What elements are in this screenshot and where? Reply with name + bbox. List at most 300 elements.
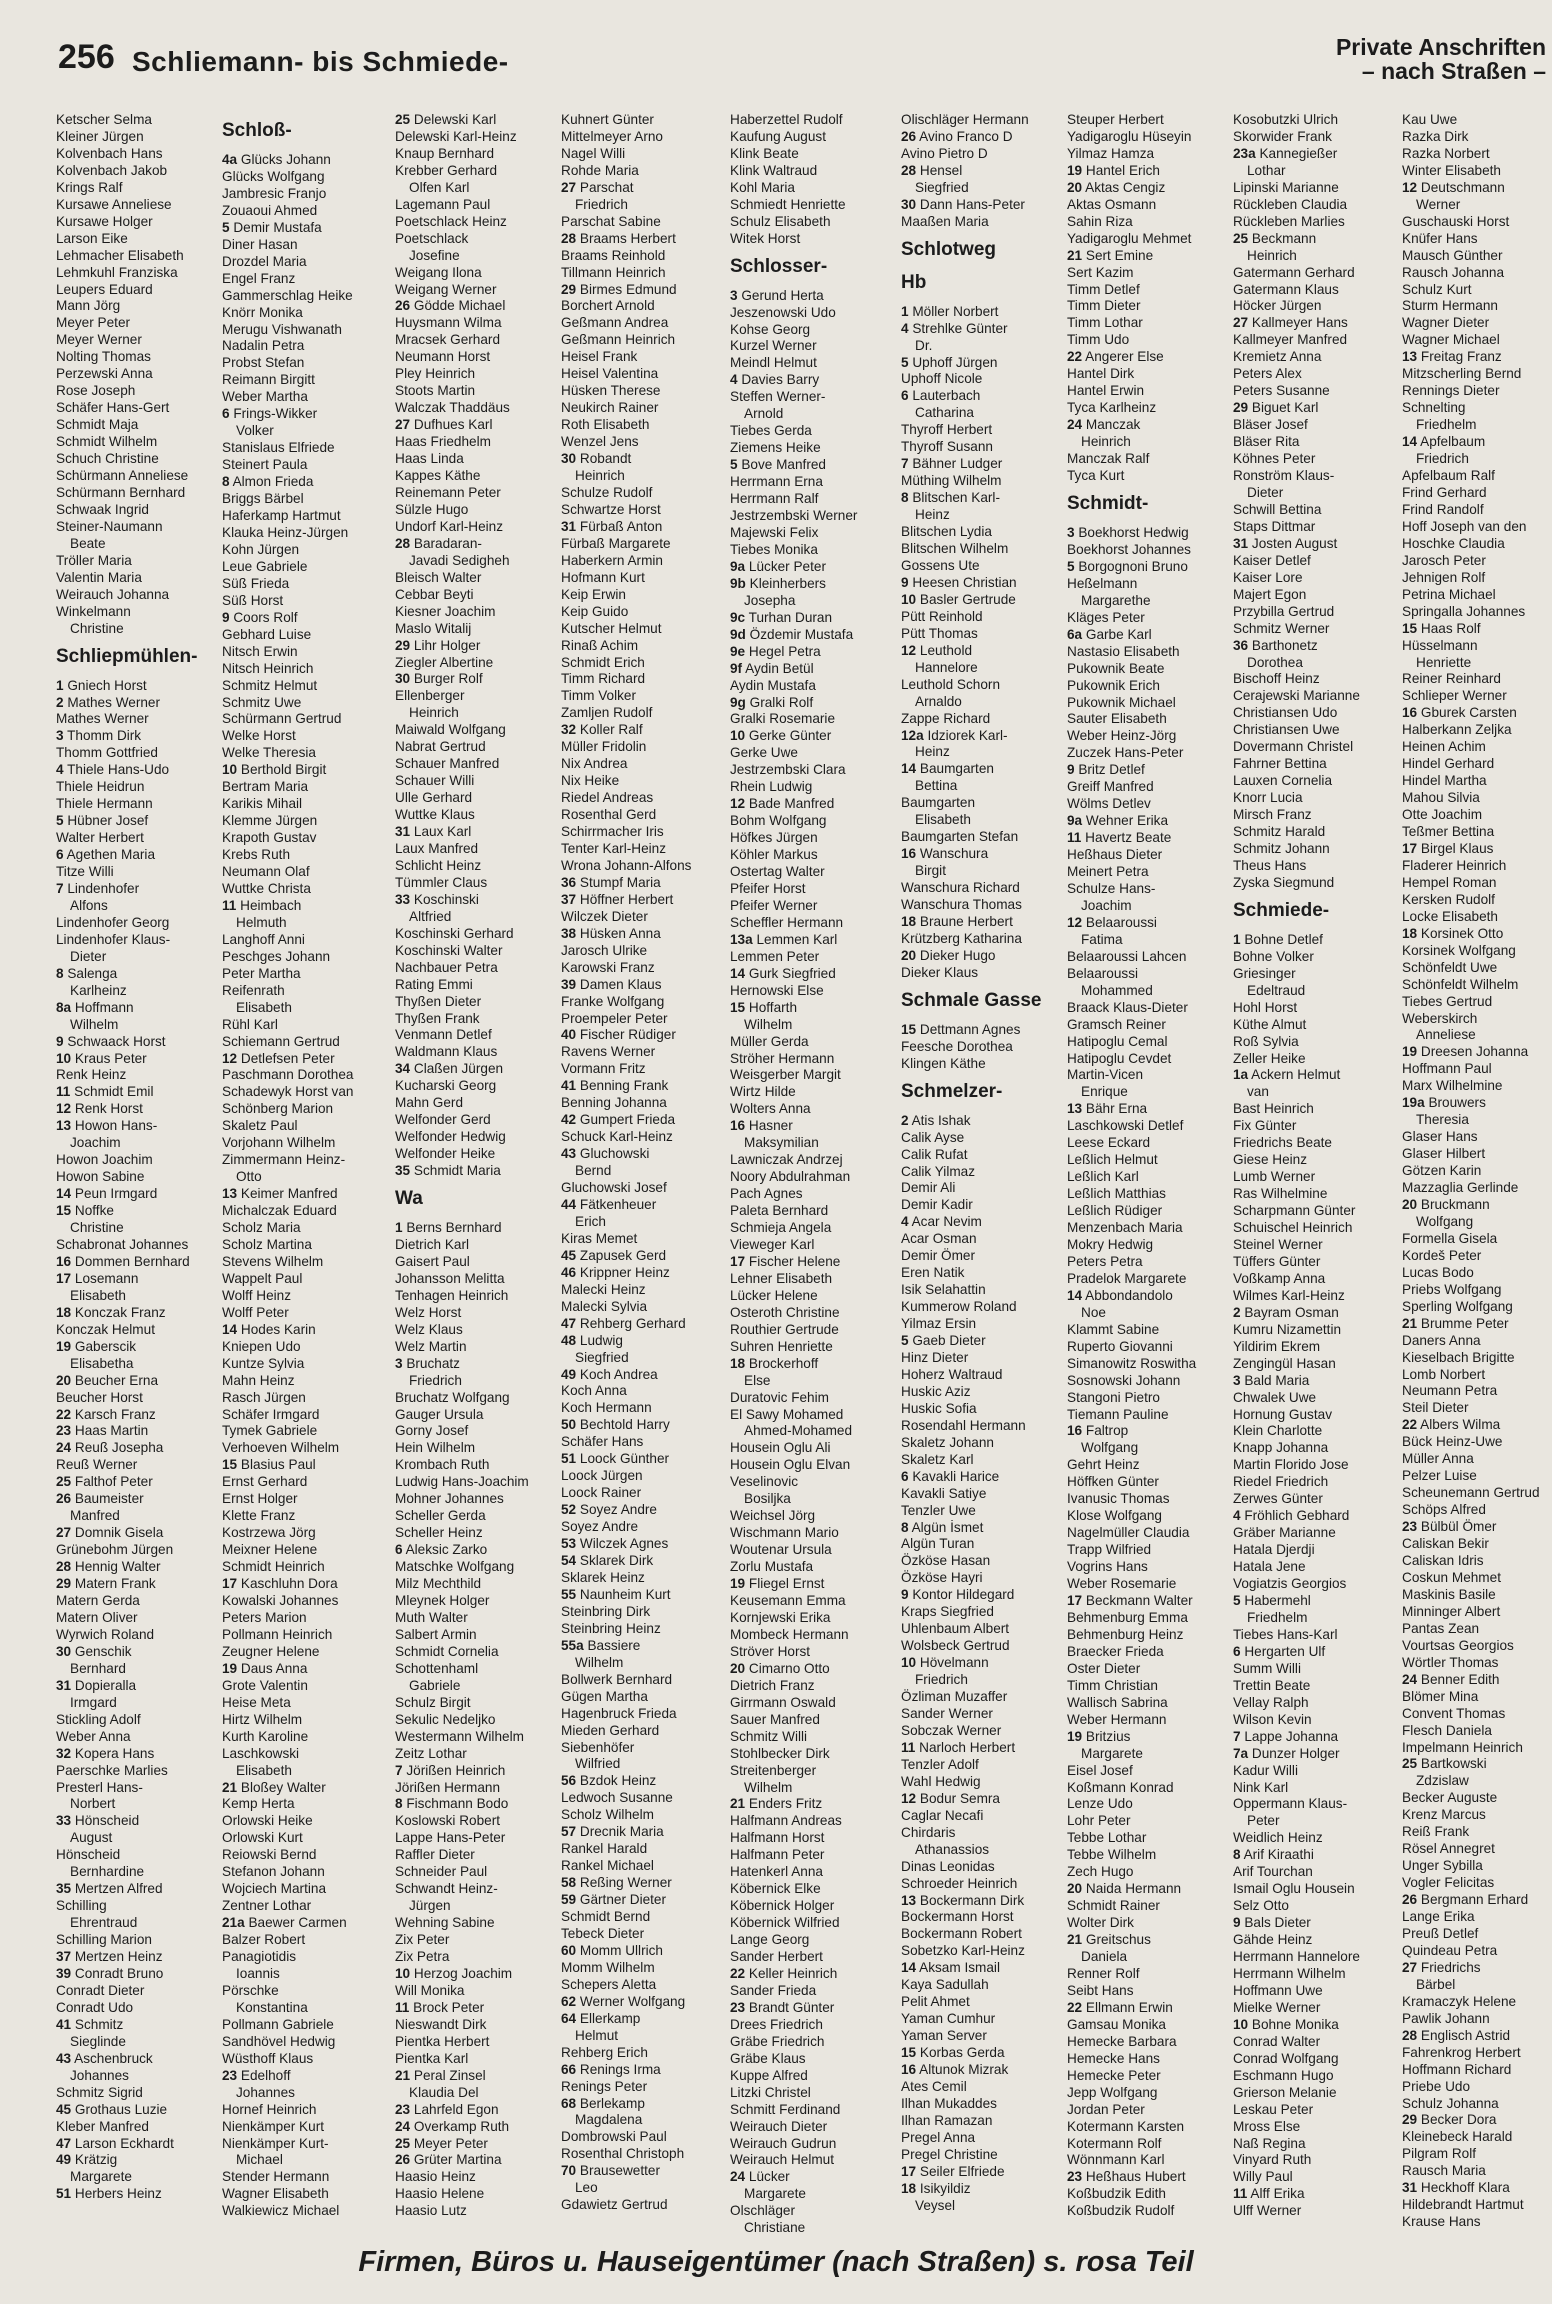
resident-entry: Hönscheid (56, 1847, 121, 1863)
resident-entry: Steinbring Heinz (561, 1620, 661, 1636)
resident-entry: Lehner Elisabeth (730, 1270, 833, 1286)
resident-entry: Coskun Mehmet (1402, 1569, 1501, 1585)
resident-entry: Schmidt Heinrich (222, 1559, 325, 1575)
resident-entry: Martin-Vicen (1067, 1067, 1144, 1083)
resident-entry: Kotermann Rolf (1067, 2135, 1162, 2151)
house-number: 26 (395, 298, 411, 314)
resident-entry: Schmitz Willi (730, 1728, 808, 1744)
resident-entry: Krebber Gerhard (395, 162, 498, 178)
resident-entry: 14 Abbondandolo (1067, 1287, 1173, 1303)
entry-continuation: Friedrich (1416, 451, 1469, 467)
entry-continuation: August (70, 1830, 113, 1846)
house-number: 43 (561, 1146, 577, 1162)
resident-entry: Aydin Mustafa (730, 677, 816, 693)
resident-entry: Korsinek Wolfgang (1402, 942, 1516, 958)
resident-entry: 29 Becker Dora (1402, 2112, 1497, 2128)
resident-entry: Wolsbeck Gertrud (901, 1638, 1010, 1654)
resident-entry: 58 Reßing Werner (561, 1875, 672, 1891)
entry-continuation: Alfons (70, 897, 108, 913)
house-number: 5 (730, 457, 738, 473)
resident-entry: Weber Heinz-Jörg (1067, 728, 1177, 744)
house-number: 25 (395, 2135, 411, 2151)
resident-entry: Haasio Lutz (395, 2203, 467, 2219)
house-number: 14 (1067, 1287, 1083, 1303)
resident-entry: 49 Krätzig (56, 2152, 118, 2168)
resident-entry: Vieweger Karl (730, 1237, 815, 1252)
house-number: 9f (730, 660, 743, 676)
resident-entry: 9a Wehner Erika (1067, 813, 1169, 829)
house-number: 43 (56, 2050, 72, 2066)
resident-entry: Kohn Jürgen (222, 541, 300, 557)
house-number: 9 (1233, 1915, 1241, 1931)
entry-continuation: Michael (236, 2152, 283, 2168)
resident-entry: Wolter Dirk (1067, 1915, 1134, 1931)
resident-entry: Ellenberger (395, 688, 465, 704)
entry-continuation: Dieter (70, 948, 107, 964)
resident-entry: 19 Britzius (1067, 1728, 1131, 1744)
resident-entry: Pukownik Beate (1067, 660, 1165, 676)
resident-entry: 1 Berns Bernhard (395, 1220, 502, 1236)
resident-entry: Haasio Helene (395, 2186, 485, 2202)
entry-continuation: Friedhelm (1416, 417, 1477, 433)
resident-entry: Heisel Valentina (561, 366, 659, 382)
resident-entry: Kallmeyer Manfred (1233, 332, 1348, 348)
resident-entry: Klette Franz (222, 1508, 296, 1524)
resident-entry: Welz Klaus (395, 1321, 463, 1337)
resident-entry: Rosenthal Christoph (561, 2146, 685, 2162)
house-number: 8 (56, 965, 64, 981)
entry-continuation: Wilhelm (744, 1016, 793, 1032)
resident-entry: Hildebrandt Hartmut (1402, 2197, 1524, 2213)
resident-entry: Blitschen Wilhelm (901, 541, 1009, 557)
resident-entry: Lücker Helene (730, 1287, 818, 1303)
resident-entry: Walter Herbert (56, 830, 144, 846)
resident-entry: Sosnowski Johann (1067, 1372, 1181, 1388)
resident-entry: 20 Dieker Hugo (901, 947, 996, 963)
resident-entry: 30 Dann Hans-Peter (901, 196, 1025, 212)
house-number: 7 (395, 1762, 403, 1778)
resident-entry: 29 Biguet Karl (1233, 400, 1319, 416)
resident-entry: Hoffmann Uwe (1233, 1982, 1323, 1998)
resident-entry: Steinbring Dirk (561, 1603, 651, 1619)
resident-entry: 9 Kontor Hildegard (901, 1587, 1015, 1603)
resident-entry: Dinas Leonidas (901, 1858, 995, 1874)
house-number: 4 (901, 1214, 909, 1230)
resident-entry: 34 Claßen Jürgen (395, 1061, 504, 1077)
resident-entry: 18 Brockerhoff (730, 1355, 819, 1371)
resident-entry: 13 Bockermann Dirk (901, 1892, 1025, 1908)
resident-entry: Hoffmann Richard (1402, 2061, 1512, 2077)
resident-entry: 6 Kavakli Harice (901, 1468, 1000, 1484)
house-number: 29 (395, 637, 411, 653)
resident-entry: Wanschura Thomas (901, 897, 1022, 913)
resident-entry: Krützberg Katharina (901, 930, 1022, 946)
resident-entry: Belaaroussi Lahcen (1067, 948, 1187, 964)
entry-continuation: Maksymilian (744, 1135, 819, 1151)
resident-entry: Dovermann Christel (1233, 739, 1354, 755)
resident-entry: Bruchatz Wolfgang (395, 1389, 510, 1405)
resident-entry: Tillmann Heinrich (561, 264, 666, 280)
resident-entry: Schmitz Harald (1233, 824, 1326, 840)
resident-entry: 13 Freitag Franz (1402, 349, 1502, 365)
resident-entry: Wilczek Dieter (561, 908, 648, 924)
resident-entry: Köbernick Elke (730, 1881, 821, 1897)
resident-entry: 40 Fischer Rüdiger (561, 1027, 676, 1043)
resident-entry: Schwill Bettina (1233, 501, 1322, 517)
resident-entry: Mracsek Gerhard (395, 332, 501, 348)
house-number: 4 (56, 762, 64, 778)
house-number: 35 (395, 1163, 411, 1179)
resident-entry: El Sawy Mohamed (730, 1406, 844, 1422)
resident-entry: Höffken Günter (1067, 1474, 1159, 1490)
resident-entry: 9d Özdemir Mustafa (730, 626, 854, 642)
entry-continuation: Edeltraud (1247, 982, 1306, 998)
resident-entry: Martin Florido Jose (1233, 1457, 1349, 1473)
resident-entry: Merugu Vishwanath (222, 321, 342, 337)
resident-entry: 9 Britz Detlef (1067, 762, 1145, 778)
resident-entry: Schmitz Sigrid (56, 2084, 143, 2100)
resident-entry: 2 Atis Ishak (901, 1112, 971, 1128)
resident-entry: Pelzer Luise (1402, 1468, 1477, 1484)
resident-entry: Lauxen Cornelia (1233, 773, 1332, 789)
resident-entry: 16 Gburek Carsten (1402, 705, 1517, 721)
resident-entry: Mazzaglia Gerlinde (1402, 1180, 1519, 1196)
resident-entry: Kemp Herta (222, 1796, 295, 1812)
house-number: 24 (56, 1440, 72, 1456)
resident-entry: Caliskan Bekir (1402, 1536, 1489, 1552)
resident-entry: 47 Larson Eckhardt (56, 2135, 174, 2151)
resident-entry: 8 Arif Kiraathi (1233, 1847, 1314, 1863)
resident-entry: Weigang Ilona (395, 264, 482, 280)
resident-entry: Undorf Karl-Heinz (395, 518, 504, 534)
resident-entry: Paschmann Dorothea (222, 1067, 354, 1083)
resident-entry: 28 Hensel (901, 162, 963, 178)
resident-entry: 70 Brausewetter (561, 2163, 660, 2179)
house-number: 9a (730, 558, 746, 574)
resident-entry: Paleta Bernhard (730, 1203, 829, 1219)
resident-entry: Weberskirch (1402, 1010, 1478, 1026)
resident-entry: 23 Lahrfeld Egon (395, 2101, 499, 2117)
resident-entry: Glaser Hilbert (1402, 1146, 1486, 1162)
house-number: 6 (901, 1468, 909, 1484)
house-number: 11 (1233, 2186, 1248, 2202)
resident-entry: Laschkowski (222, 1745, 300, 1761)
resident-entry: Bockermann Robert (901, 1926, 1022, 1942)
resident-entry: 9 Bals Dieter (1233, 1915, 1311, 1931)
resident-entry: Hüsken Therese (561, 383, 661, 399)
resident-entry: 22 Keller Heinrich (730, 1965, 838, 1981)
house-number: 40 (561, 1027, 577, 1043)
house-number: 53 (561, 1536, 577, 1552)
resident-entry: Rausch Maria (1402, 2163, 1486, 2179)
resident-entry: 37 Mertzen Heinz (56, 1949, 163, 1965)
section-title: Private Anschriften (1335, 34, 1546, 60)
house-number: 12 (222, 1050, 238, 1066)
resident-entry: Pantas Zean (1402, 1620, 1480, 1636)
entry-continuation: Arnold (744, 406, 784, 422)
entry-continuation: Karlheinz (70, 982, 127, 998)
resident-entry: 31 Heckhoff Klara (1402, 2180, 1510, 2196)
house-number: 13 (1067, 1101, 1083, 1117)
resident-entry: Pütt Reinhold (901, 608, 983, 624)
resident-entry: Ulff Werner (1233, 2203, 1302, 2219)
resident-entry: Avino Pietro D (901, 145, 988, 161)
resident-entry: Hoherz Waltraud (901, 1366, 1003, 1382)
entry-continuation: Elisabeth (915, 812, 971, 828)
resident-entry: 15 Noffke (56, 1203, 114, 1219)
resident-entry: 1 Bohne Detlef (1233, 931, 1323, 947)
resident-entry: Maiwald Wolfgang (395, 722, 506, 738)
house-number: 20 (901, 947, 917, 963)
house-number: 21 (395, 2067, 411, 2083)
resident-entry: Reiowski Bernd (222, 1847, 317, 1863)
directory-column-2 (222, 112, 388, 2220)
house-number: 28 (56, 1559, 72, 1575)
house-number: 9d (730, 626, 746, 642)
house-number: 26 (1402, 1892, 1418, 1908)
entry-continuation: Dieter (1247, 484, 1284, 500)
house-number: 27 (1402, 1959, 1418, 1975)
resident-entry: Proempeler Peter (561, 1010, 668, 1026)
resident-entry: Mausch Günther (1402, 247, 1503, 263)
resident-entry: Nix Heike (561, 773, 620, 789)
house-number: 24 (1067, 417, 1083, 433)
resident-entry: 51 Herbers Heinz (56, 2186, 162, 2202)
resident-entry: Gluchowski Josef (561, 1180, 667, 1196)
resident-entry: 15 Korbas Gerda (901, 2045, 1005, 2061)
resident-entry: Malecki Heinz (561, 1281, 646, 1297)
entry-continuation: Irmgard (70, 1694, 117, 1710)
resident-entry: Kutscher Helmut (561, 620, 662, 636)
resident-entry: Matern Oliver (56, 1609, 138, 1625)
resident-entry: Schmidt Maja (56, 417, 139, 433)
resident-entry: Meinert Petra (1067, 864, 1149, 880)
house-number: 23 (1402, 1519, 1418, 1535)
resident-entry: 9 Schwaack Horst (56, 1033, 166, 1049)
resident-entry: Trapp Wilfried (1067, 1542, 1152, 1558)
resident-entry: Thomm Gottfried (56, 745, 158, 761)
entry-continuation: Werner (1416, 196, 1461, 212)
resident-entry: Bockermann Horst (901, 1909, 1014, 1925)
resident-entry: Engel Franz (222, 270, 296, 286)
resident-entry: Diner Hasan (222, 236, 298, 252)
resident-entry: Ravens Werner (561, 1044, 656, 1060)
resident-entry: 28 Baradaran- (395, 535, 482, 551)
resident-entry: 21 Enders Fritz (730, 1796, 823, 1812)
resident-entry: Weichsel Jörg (730, 1508, 816, 1524)
resident-entry: Thyßen Frank (395, 1010, 480, 1026)
resident-entry: 25 Delewski Karl (395, 112, 497, 127)
resident-entry: 21a Baewer Carmen (222, 1915, 347, 1931)
house-number: 28 (395, 535, 411, 551)
house-number: 11 (395, 1999, 410, 2015)
resident-entry: 57 Drecnik Maria (561, 1824, 664, 1840)
resident-entry: Wirtz Hilde (730, 1084, 796, 1100)
resident-entry: Tüffers Günter (1233, 1253, 1321, 1269)
resident-entry: 49 Koch Andrea (561, 1366, 658, 1382)
resident-entry: 18 Korsinek Otto (1402, 925, 1504, 941)
entry-continuation: Elisabeth (70, 1287, 126, 1303)
resident-entry: Ismail Oglu Housein (1233, 1881, 1355, 1897)
resident-entry: Kurth Karoline (222, 1728, 309, 1744)
house-number: 49 (561, 1366, 577, 1382)
resident-entry: Pukownik Erich (1067, 677, 1160, 693)
resident-entry: Hüsselmann (1402, 637, 1478, 653)
house-number: 10 (730, 728, 746, 744)
resident-entry: Algün Turan (901, 1536, 975, 1552)
resident-entry: Schwandt Heinz- (395, 1881, 498, 1897)
house-number: 60 (561, 1942, 577, 1958)
resident-entry: Hemecke Peter (1067, 2067, 1161, 2083)
resident-entry: Yilmaz Hamza (1067, 145, 1155, 161)
resident-entry: Kniepen Udo (222, 1338, 301, 1354)
resident-entry: Wanschura Richard (901, 880, 1020, 896)
resident-entry: Krombach Ruth (395, 1457, 490, 1473)
resident-entry: Poetschlack Heinz (395, 213, 507, 229)
resident-entry: Chwalek Uwe (1233, 1389, 1317, 1405)
resident-entry: Wuttke Christa (222, 880, 311, 896)
resident-entry: Zech Hugo (1067, 1864, 1134, 1880)
resident-entry: 15 Dettmann Agnes (901, 1021, 1021, 1037)
house-number: 3 (1067, 524, 1075, 540)
resident-entry: Malecki Sylvia (561, 1298, 648, 1314)
resident-entry: Preuß Detlef (1402, 1925, 1479, 1941)
resident-entry: Schmiedt Henriette (730, 196, 846, 212)
resident-entry: Braams Reinhold (561, 247, 666, 263)
entry-continuation: Daniela (1081, 1949, 1128, 1965)
resident-entry: Zeugner Helene (222, 1643, 320, 1659)
resident-entry: 25 Meyer Peter (395, 2135, 488, 2151)
resident-entry: 11 Heimbach (222, 897, 302, 913)
house-number: 33 (56, 1813, 72, 1829)
resident-entry: Muth Walter (395, 1609, 468, 1625)
house-number: 21 (222, 1779, 238, 1795)
house-number: 3 (395, 1355, 403, 1371)
resident-entry: Wönnmann Karl (1067, 2152, 1165, 2168)
resident-entry: Özköse Hasan (901, 1553, 991, 1569)
house-number: 17 (901, 2163, 917, 2179)
house-number: 18 (730, 1355, 746, 1371)
house-number: 47 (56, 2135, 72, 2151)
resident-entry: Bläser Rita (1233, 434, 1300, 450)
resident-entry: Schnelting (1402, 400, 1466, 416)
house-number: 23 (56, 1423, 72, 1439)
resident-entry: Haferkamp Hartmut (222, 508, 341, 524)
resident-entry: 24 Manczak (1067, 417, 1141, 433)
resident-entry: Hindel Martha (1402, 773, 1487, 789)
resident-entry: Hofmann Kurt (561, 569, 645, 585)
entry-continuation: Theresia (1416, 1112, 1469, 1128)
resident-entry: Zeller Heike (1233, 1050, 1306, 1066)
resident-entry: Neukirch Rainer (561, 400, 659, 416)
resident-entry: Kursawe Anneliese (56, 196, 172, 212)
resident-entry: Kumru Nizamettin (1233, 1321, 1342, 1337)
resident-entry: Winter Elisabeth (1402, 162, 1501, 178)
resident-entry: Halberkann Zeljka (1402, 722, 1512, 738)
resident-entry: Orlowski Heike (222, 1813, 313, 1829)
resident-entry: Schirrmacher Iris (561, 824, 664, 840)
house-number: 18 (1402, 925, 1418, 941)
resident-entry: Olischläger Hermann (901, 112, 1029, 127)
resident-entry: Zappe Richard (901, 710, 991, 726)
house-number: 29 (1233, 400, 1249, 416)
resident-entry: Duratovic Fehim (730, 1389, 829, 1405)
resident-entry: 2 Mathes Werner (56, 694, 161, 710)
house-number: 9a (1067, 813, 1083, 829)
resident-entry: Tymek Gabriele (222, 1423, 318, 1439)
resident-entry: Lumb Werner (1233, 1169, 1316, 1185)
entry-continuation: Altfried (409, 908, 452, 924)
house-number: 17 (1402, 840, 1418, 856)
resident-entry: Eren Natik (901, 1265, 965, 1281)
house-number: 55 (561, 1586, 577, 1602)
resident-entry: Wolff Peter (222, 1304, 289, 1320)
house-number: 25 (56, 1474, 72, 1490)
resident-entry: Zeitz Lothar (395, 1745, 467, 1761)
entry-continuation: Erich (575, 1213, 606, 1229)
resident-entry: Dombrowski Paul (561, 2129, 667, 2145)
resident-entry: Mahn Heinz (222, 1372, 295, 1388)
resident-entry: Nieswandt Dirk (395, 2016, 487, 2032)
house-number: 27 (395, 417, 411, 433)
house-number: 8 (222, 474, 230, 490)
resident-entry: Scheller Heinz (395, 1525, 483, 1541)
resident-entry: Baumgarten Stefan (901, 829, 1019, 845)
entry-continuation: Leo (575, 2180, 598, 2196)
resident-entry: Selz Otto (1233, 1898, 1289, 1914)
resident-entry: Rankel Michael (561, 1858, 654, 1874)
street-heading: Hb (901, 271, 927, 293)
resident-entry: Ludwig Hans-Joachim (395, 1474, 529, 1490)
resident-entry: Przybilla Gertrud (1233, 603, 1335, 619)
house-number: 22 (1067, 349, 1083, 365)
resident-entry: 17 Seiler Elfriede (901, 2163, 1005, 2179)
footer-note: Firmen, Büros u. Hauseigentümer (nach Straßen) s. rosa Teil (358, 2246, 1194, 2278)
house-number: 29 (1402, 2112, 1418, 2128)
house-number: 19 (56, 1338, 72, 1354)
resident-entry: 8 Algün İsmet (901, 1519, 984, 1535)
resident-entry: 35 Mertzen Alfred (56, 1881, 163, 1897)
resident-entry: Poetschlack (395, 230, 469, 246)
resident-entry: 8a Hoffmann (56, 999, 134, 1015)
resident-entry: Pregel Christine (901, 2146, 998, 2162)
resident-entry: Sturm Hermann (1402, 298, 1498, 314)
resident-entry: Zerwes Günter (1233, 1491, 1323, 1507)
resident-entry: 13a Lemmen Karl (730, 931, 838, 947)
resident-entry: Isik Selahattin (901, 1282, 986, 1298)
resident-entry: Feesche Dorothea (901, 1038, 1013, 1054)
resident-entry: 11 Narloch Herbert (901, 1739, 1016, 1755)
resident-entry: 28 Englisch Astrid (1402, 2027, 1511, 2043)
resident-entry: Schulz Elisabeth (730, 213, 831, 229)
resident-entry: 6 Agethen Maria (56, 847, 156, 863)
house-number: 25 (1233, 230, 1249, 246)
resident-entry: 55 Naunheim Kurt (561, 1586, 671, 1602)
resident-entry: Gehrt Heinz (1067, 1457, 1140, 1473)
resident-entry: 11 Brock Peter (395, 1999, 485, 2015)
resident-entry: Tenzler Adolf (901, 1756, 979, 1772)
street-heading: Wa (395, 1188, 423, 1210)
resident-entry: 25 Falthof Peter (56, 1474, 153, 1490)
entry-continuation: Friedrich (409, 1372, 462, 1388)
resident-entry: 15 Blasius Paul (222, 1457, 316, 1473)
resident-entry: Gügen Martha (561, 1688, 648, 1704)
resident-entry: Pley Heinrich (395, 366, 476, 382)
entry-continuation: Otto (236, 1169, 262, 1185)
resident-entry: Ketscher Selma (56, 112, 152, 127)
house-number: 27 (1233, 315, 1249, 331)
resident-entry: 12 Deutschmann (1402, 179, 1505, 195)
